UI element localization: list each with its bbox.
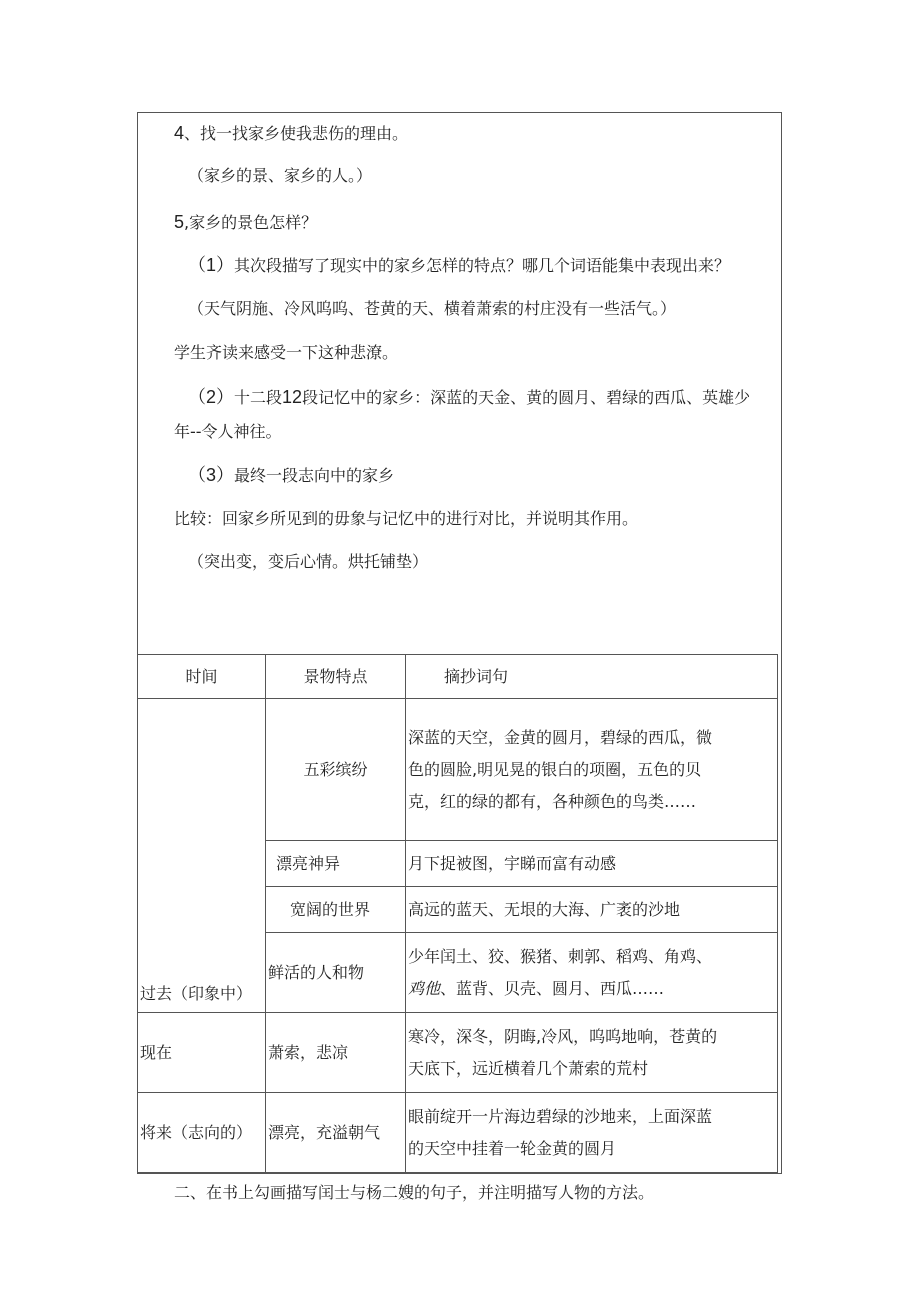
quote-cell: 寒冷，深冬，阴晦,冷风，呜呜地响，苍黄的 天底下，远近横着几个萧索的荒村 bbox=[406, 1013, 778, 1093]
table-header-row bbox=[138, 655, 778, 699]
feature-cell: 宽阔的世界 bbox=[266, 887, 406, 933]
point-2: （2）十二段12段记忆中的家乡：深蓝的天金、黄的圆月、碧绿的西瓜、英雄少 bbox=[188, 387, 751, 407]
header-time: 时间 bbox=[138, 655, 266, 699]
table-row-future bbox=[138, 1093, 778, 1173]
read-aloud-line: 学生齐读来感受一下这种悲潦。 bbox=[174, 343, 399, 362]
quote-cell: 少年闰土、狡、猴猪、刺郭、稻鸡、角鸡、 鸡他、蓝背、贝壳、圆月、西瓜…… bbox=[406, 933, 778, 1013]
time-cell: 现在 bbox=[138, 1013, 266, 1093]
table-row-now bbox=[138, 1013, 778, 1093]
compare-answer: （突出变，变后心情。烘托铺垫） bbox=[188, 552, 429, 571]
point-2-continued: 年--令人神往。 bbox=[174, 422, 282, 441]
feature-cell: 五彩缤纷 bbox=[266, 699, 406, 841]
scenery-table bbox=[137, 654, 778, 1173]
table-row bbox=[138, 699, 778, 841]
past-label: 过去（印象中） bbox=[138, 699, 266, 1013]
quote-cell: 眼前绽开一片海边碧绿的沙地来，上面深蓝 的天空中挂着一轮金黄的圆月 bbox=[406, 1093, 778, 1173]
quote-cell: 深蓝的天空，金黄的圆月，碧绿的西瓜，微 色的圆脸,明见晃的银白的项圈，五色的贝 克，红的绿的都有，各种颜色的鸟类…… bbox=[406, 699, 778, 841]
point-1: （1）其次段描写了现实中的家乡怎样的特点？哪几个词语能集中表现出来？ bbox=[188, 255, 731, 275]
feature-cell: 漂亮神异 bbox=[266, 841, 406, 887]
question-4-answer: （家乡的景、家乡的人。） bbox=[188, 166, 373, 185]
header-quote: 摘抄词句 bbox=[406, 655, 778, 699]
footer-instruction: 二、在书上勾画描写闰士与杨二嫂的句子，并注明描写人物的方法。 bbox=[174, 1183, 655, 1202]
question-4: 4、找一找家乡使我悲伤的理由。 bbox=[174, 123, 409, 143]
quote-cell: 月下捉被图，宇睇而富有动感 bbox=[406, 841, 778, 887]
compare-line: 比较：回家乡所见到的毋象与记忆中的进行对比，并说明其作用。 bbox=[174, 509, 639, 528]
feature-cell: 鲜活的人和物 bbox=[266, 933, 406, 1013]
point-3: （3）最终一段志向中的家乡 bbox=[188, 465, 395, 485]
question-5: 5,家乡的景色怎样？ bbox=[174, 212, 318, 232]
quote-cell: 高远的蓝天、无垠的大海、广袤的沙地 bbox=[406, 887, 778, 933]
point-1-answer: （天气阴施、冷风呜呜、苍黄的天、横着萧索的村庄没有一些活气。） bbox=[188, 299, 677, 318]
feature-cell: 萧索，悲凉 bbox=[266, 1013, 406, 1093]
time-cell: 将来（志向的） bbox=[138, 1093, 266, 1173]
header-feature: 景物特点 bbox=[266, 655, 406, 699]
feature-cell: 漂亮，充溢朝气 bbox=[266, 1093, 406, 1173]
